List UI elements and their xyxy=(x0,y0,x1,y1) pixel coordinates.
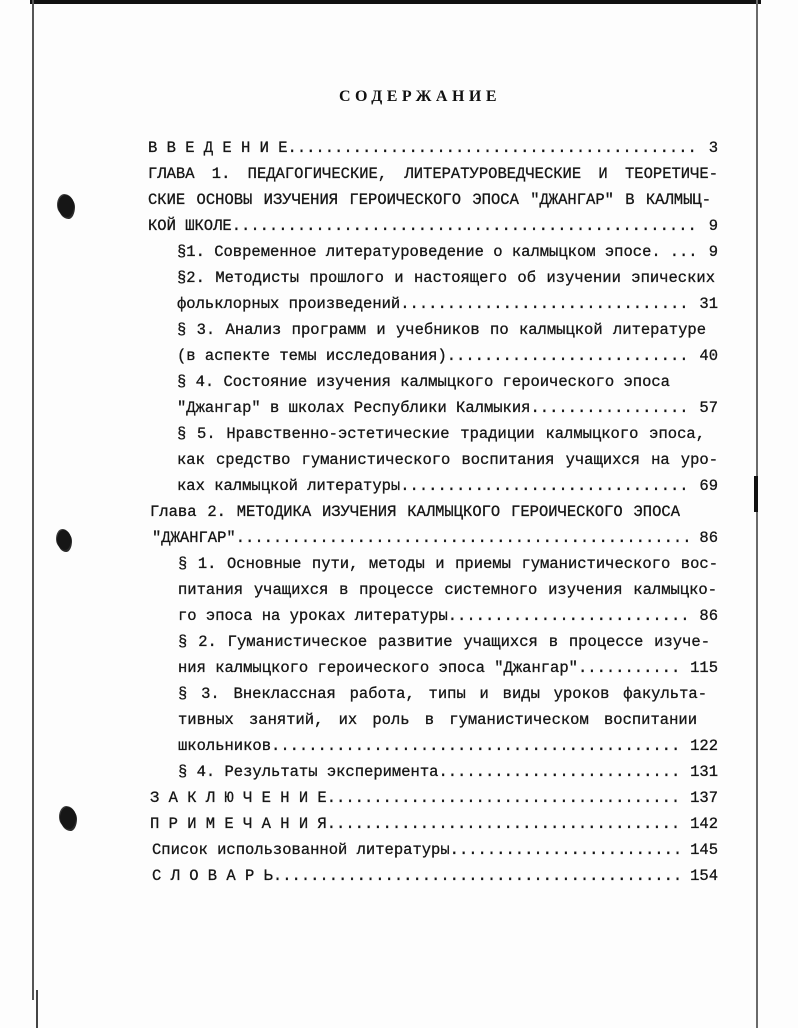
toc-line: § 1. Основные пути, методы и приемы гуманистического вос- xyxy=(178,555,718,573)
dot-leader xyxy=(448,603,691,629)
toc-entry-bibliography xyxy=(148,837,718,863)
toc-page-number: 122 xyxy=(690,737,718,755)
toc-entry-label: го эпоса на уроках литературы xyxy=(178,607,448,625)
toc-entry-section-1-2 xyxy=(148,265,718,317)
toc-line: §2. Методисты прошлого и настоящего об изучении эпических xyxy=(177,269,715,287)
toc-page-number: 115 xyxy=(690,659,718,677)
punch-hole-mark xyxy=(60,807,76,829)
dot-leader xyxy=(450,837,681,863)
toc-line xyxy=(148,811,718,837)
toc-entry-label: (в аспекте темы исследования) xyxy=(177,347,447,365)
scan-border-top xyxy=(30,0,761,4)
toc-page-number: 142 xyxy=(690,815,718,833)
toc-entry-label: ках калмыцкой литературы xyxy=(177,477,401,495)
toc-entry-introduction xyxy=(148,135,718,161)
dot-leader xyxy=(670,239,700,265)
dot-leader xyxy=(288,135,700,161)
toc-page-number: 86 xyxy=(699,529,718,547)
toc-line xyxy=(148,343,718,369)
toc-entry-label: П Р И М Е Ч А Н И Я xyxy=(150,815,327,833)
toc-line xyxy=(148,525,718,551)
toc-line xyxy=(148,239,718,265)
toc-entry-notes xyxy=(148,811,718,837)
toc-line: тивных занятий, их роль в гуманистическом воспитании xyxy=(178,711,697,729)
dot-leader xyxy=(400,291,690,317)
toc-line: Глава 2. МЕТОДИКА ИЗУЧЕНИЯ КАЛМЫЦКОГО ГЕРОИЧЕСКОГО ЭПОСА xyxy=(150,503,680,521)
toc-line xyxy=(148,655,718,681)
toc-entry-label: §1. Современное литературоведение о калмыцком эпосе. xyxy=(177,243,661,261)
toc-page-number: 154 xyxy=(690,867,718,885)
toc-page-number: 3 xyxy=(708,139,718,157)
toc-line: § 2. Гуманистическое развитие учащихся в процессе изуче- xyxy=(178,633,710,651)
toc-line: § 3. Внеклассная работа, типы и виды уроков факульта- xyxy=(178,685,707,703)
toc-line xyxy=(148,291,718,317)
dot-leader xyxy=(236,525,691,551)
toc-entry-label: С Л О В А Р Ь xyxy=(152,867,273,885)
toc-page-number: 9 xyxy=(708,243,718,261)
toc-entry-label: ния калмыцкого героического эпоса "Джангар" xyxy=(178,659,578,677)
toc-entry-glossary xyxy=(148,863,718,889)
toc-line xyxy=(148,863,718,889)
dot-leader xyxy=(232,213,700,239)
dot-leader xyxy=(327,811,681,837)
toc-entry-label: "Джангар" в школах Республики Калмыкия xyxy=(177,399,531,417)
toc-line xyxy=(148,785,718,811)
scan-border-right xyxy=(756,0,758,1028)
dot-leader xyxy=(438,759,681,785)
toc-entry-section-2-4 xyxy=(148,759,718,785)
toc-line: § 5. Нравственно-эстетические традиции калмыцкого эпоса, xyxy=(177,425,705,443)
toc-line: как средство гуманистического воспитания учащихся на уро- xyxy=(177,451,718,469)
toc-line: ГЛАВА 1. ПЕДАГОГИЧЕСКИЕ, ЛИТЕРАТУРОВЕДЧЕСКИЕ И ТЕОРЕТИЧЕ- xyxy=(148,165,718,183)
toc-entry-section-2-2 xyxy=(148,629,718,681)
toc-line: СКИЕ ОСНОВЫ ИЗУЧЕНИЯ ГЕРОИЧЕСКОГО ЭПОСА "ДЖАНГАР" В КАЛМЫЦ- xyxy=(148,191,711,209)
toc-line: § 3. Анализ программ и учебников по калмыцкой литературе xyxy=(177,321,706,339)
toc-entry-label: КОЙ ШКОЛЕ xyxy=(148,217,232,235)
scan-border-left xyxy=(32,0,34,1000)
toc-page-number: 86 xyxy=(699,607,718,625)
toc-entry-label: § 4. Результаты эксперимента xyxy=(178,763,439,781)
toc-line: питания учащихся в процессе системного изучения калмыцко- xyxy=(178,581,717,599)
toc-line xyxy=(148,837,718,863)
dot-leader xyxy=(273,863,681,889)
toc-entry-section-2-1 xyxy=(148,551,718,629)
toc-entry-section-1-3 xyxy=(148,317,718,369)
toc-entry-section-1-4 xyxy=(148,369,718,421)
toc-page-number: 31 xyxy=(699,295,718,313)
toc-entry-conclusion xyxy=(148,785,718,811)
toc-page-number: 137 xyxy=(690,789,718,807)
toc-title: СОДЕРЖАНИЕ xyxy=(338,88,502,105)
toc-line xyxy=(148,759,718,785)
toc-entry-label: фольклорных произведений xyxy=(177,295,401,313)
toc-line xyxy=(148,135,718,161)
dot-leader xyxy=(327,785,681,811)
scan-edge-mark xyxy=(36,990,38,1028)
toc-entry-section-1-5 xyxy=(148,421,718,499)
toc-entry-label: В В Е Д Е Н И Е xyxy=(148,139,288,157)
toc-line: § 4. Состояние изучения калмыцкого героического эпоса xyxy=(177,373,670,391)
toc-entry-section-1-1 xyxy=(148,239,718,265)
table-of-contents xyxy=(148,135,718,889)
punch-hole-mark xyxy=(58,195,74,217)
toc-entry-chapter-1 xyxy=(148,161,718,239)
toc-line xyxy=(148,395,718,421)
toc-page-number: 131 xyxy=(690,763,718,781)
toc-page-number: 9 xyxy=(708,217,718,235)
toc-entry-label: школьников xyxy=(178,737,272,755)
dot-leader xyxy=(400,473,690,499)
dot-leader xyxy=(578,655,681,681)
toc-entry-chapter-2 xyxy=(148,499,718,551)
toc-line xyxy=(148,213,718,239)
toc-page-number: 40 xyxy=(699,347,718,365)
toc-line xyxy=(148,603,718,629)
punch-hole-mark xyxy=(57,530,71,550)
toc-page-number: 69 xyxy=(699,477,718,495)
dot-leader xyxy=(447,343,691,369)
toc-entry-section-2-3 xyxy=(148,681,718,759)
dot-leader xyxy=(530,395,690,421)
toc-entry-label: З А К Л Ю Ч Е Н И Е xyxy=(150,789,327,807)
toc-line xyxy=(148,733,718,759)
scan-edge-mark xyxy=(754,476,758,512)
toc-page-number: 145 xyxy=(690,841,718,859)
dot-leader xyxy=(271,733,681,759)
toc-entry-label: Список использованной литературы xyxy=(152,841,450,859)
toc-line xyxy=(148,473,718,499)
toc-page-number: 57 xyxy=(699,399,718,417)
toc-entry-label: "ДЖАНГАР" xyxy=(152,529,236,547)
